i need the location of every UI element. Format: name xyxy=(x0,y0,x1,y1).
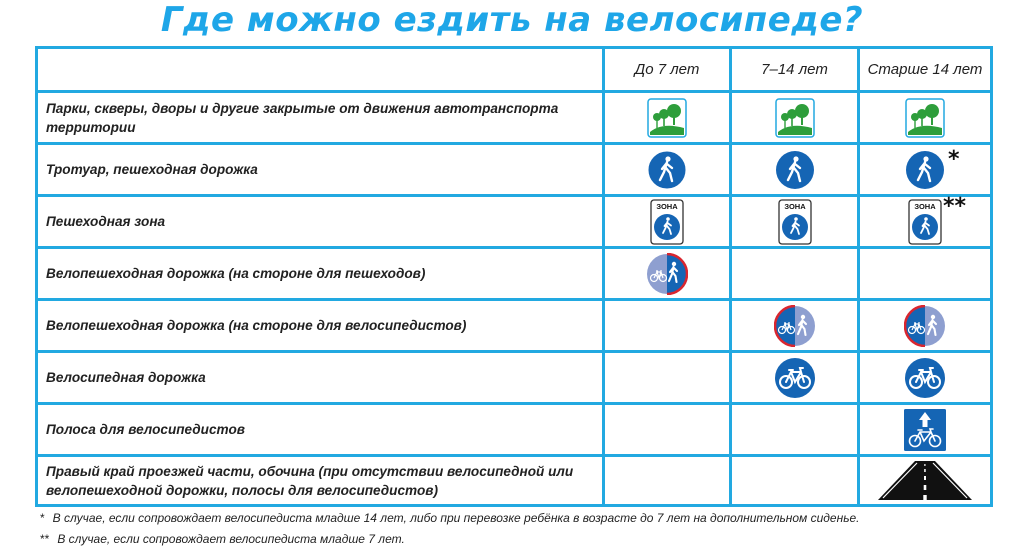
table-row xyxy=(37,352,992,404)
table-cell xyxy=(604,456,731,506)
footnote-mark: * xyxy=(40,511,45,525)
table-cell xyxy=(859,248,992,300)
table-cell xyxy=(604,404,731,456)
pedestrian-zone-sign-icon xyxy=(908,199,942,245)
table-cell xyxy=(859,92,992,144)
row-label: Парки, скверы, дворы и другие закрытые от движения автотранспорта территории xyxy=(37,92,604,144)
column-header: 7–14 лет xyxy=(731,48,859,92)
table-cell xyxy=(731,196,859,248)
table-cell xyxy=(604,196,731,248)
table-cell xyxy=(859,300,992,352)
park-sign-icon xyxy=(647,98,687,138)
footnote xyxy=(40,508,1000,529)
footnote-mark: ** xyxy=(40,532,50,546)
table-cell xyxy=(604,248,731,300)
table-row xyxy=(37,92,992,144)
shared-path-pedestrian-side-sign-icon xyxy=(646,253,688,295)
footnote-text: В случае, если сопровождает велосипедиста младше 14 лет, либо при перевозке ребёнка в возрасте до 7 лет на дополнительном сиденье. xyxy=(52,511,860,525)
table-cell xyxy=(731,144,859,196)
column-header: Старше 14 лет xyxy=(859,48,992,92)
road-edge-icon xyxy=(877,460,973,502)
park-sign-icon xyxy=(905,98,945,138)
table-cell xyxy=(731,352,859,404)
bicycle-path-sign-icon xyxy=(904,357,946,399)
pedestrian-path-sign-icon xyxy=(775,150,815,190)
bicycle-lane-sign-icon xyxy=(904,409,946,451)
table-cell xyxy=(604,300,731,352)
table-cell xyxy=(859,352,992,404)
corner-cell xyxy=(37,48,604,92)
table-cell xyxy=(604,92,731,144)
footnotes xyxy=(40,508,1000,550)
table-cell xyxy=(859,144,992,196)
table-row xyxy=(37,300,992,352)
bicycle-path-sign-icon xyxy=(774,357,816,399)
pedestrian-zone-sign-icon xyxy=(778,199,812,245)
table-row xyxy=(37,456,992,506)
row-label: Пешеходная зона xyxy=(37,196,604,248)
column-header: До 7 лет xyxy=(604,48,731,92)
table-cell xyxy=(731,248,859,300)
footnote xyxy=(40,529,1000,550)
footnote-mark: * xyxy=(948,146,960,172)
row-label: Велосипедная дорожка xyxy=(37,352,604,404)
row-label: Велопешеходная дорожка (на стороне для велосипедистов) xyxy=(37,300,604,352)
footnote-mark: ** xyxy=(943,193,967,219)
svg-text:ЗОНА: ЗОНА xyxy=(914,201,936,211)
cycling-rules-table xyxy=(35,46,993,507)
row-label: Велопешеходная дорожка (на стороне для пешеходов) xyxy=(37,248,604,300)
pedestrian-path-sign-icon xyxy=(905,150,945,190)
table-row xyxy=(37,404,992,456)
pedestrian-zone-sign-icon xyxy=(650,199,684,245)
table-row xyxy=(37,144,992,196)
shared-path-cyclist-side-sign-icon xyxy=(774,305,816,347)
table-cell xyxy=(731,300,859,352)
table-cell xyxy=(859,193,992,248)
table-cell xyxy=(859,456,992,506)
sign-with-mark xyxy=(905,146,960,190)
svg-text:ЗОНА: ЗОНА xyxy=(656,201,678,211)
pedestrian-path-sign-icon xyxy=(647,150,687,190)
footnote-text: В случае, если сопровождает велосипедиста младше 7 лет. xyxy=(57,532,405,546)
table-cell xyxy=(731,404,859,456)
table-cell xyxy=(859,404,992,456)
row-label: Правый край проезжей части, обочина (при отсутствии велосипедной или велопешеходной дорожки, полосы для велосипедистов) xyxy=(37,456,604,506)
shared-path-cyclist-side-sign-icon xyxy=(904,305,946,347)
table-row xyxy=(37,248,992,300)
table-cell xyxy=(731,456,859,506)
header-row xyxy=(37,48,992,92)
table-cell xyxy=(731,92,859,144)
row-label: Полоса для велосипедистов xyxy=(37,404,604,456)
page-title: Где можно ездить на велосипеде? xyxy=(160,0,864,40)
table-cell xyxy=(604,144,731,196)
sign-with-mark xyxy=(908,193,967,245)
park-sign-icon xyxy=(775,98,815,138)
table-cell xyxy=(604,352,731,404)
row-label: Тротуар, пешеходная дорожка xyxy=(37,144,604,196)
table-row xyxy=(37,196,992,248)
svg-text:ЗОНА: ЗОНА xyxy=(783,201,806,211)
